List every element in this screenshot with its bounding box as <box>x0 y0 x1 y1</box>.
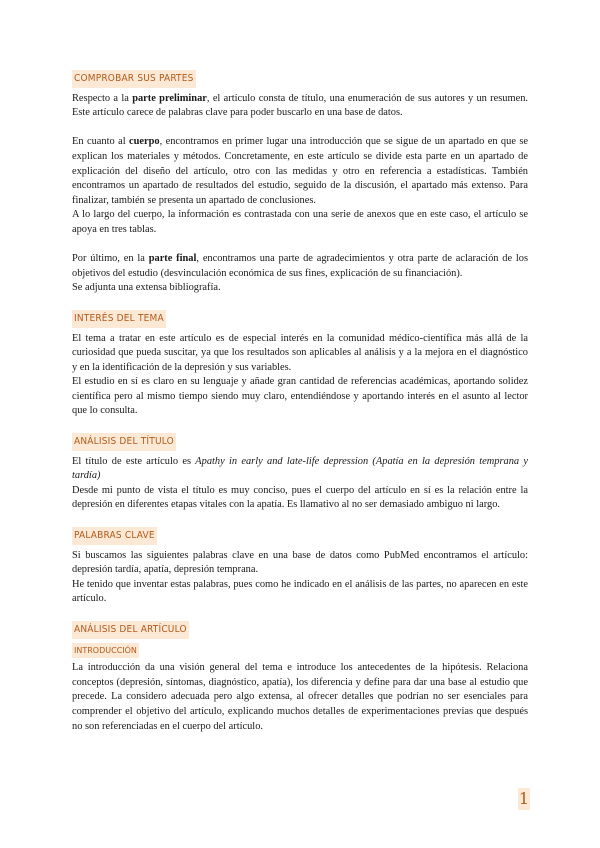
section-heading-interes: INTERÉS DEL TEMA <box>72 310 166 328</box>
text: , encontramos una parte de agradecimientos y otra parte de aclaración de los objetivos del estudio (desvinculación económica de sus fines, explicación de su financiación). <box>72 253 529 279</box>
paragraph: Desde mi punto de vista el título es muy conciso, pues el cuerpo del artículo en sí es la relación entre la depresión en diferentes etapas vitales con la apatía. Es llamativo al no ser demasiado ambiguo ni largo. <box>72 484 528 511</box>
text: El título de este artículo es <box>72 455 196 467</box>
bold-text: parte final <box>148 253 197 265</box>
document-page <box>72 70 528 734</box>
paragraph <box>72 252 528 281</box>
paragraph: El estudio en sí es claro en su lenguaje y añade gran cantidad de referencias académicas, aportando solidez científica pero al mismo tiempo siendo muy claro, entendiéndose y aportando interés en el asunto al lector que lo consulta. <box>72 376 528 417</box>
paragraph <box>72 455 528 484</box>
section-heading-articulo: ANÁLISIS DEL ARTÍCULO <box>72 621 189 639</box>
text: Por último, en la <box>72 253 149 265</box>
paragraph: La introducción da una visión general del tema e introduce los antecedentes de la hipótesis. Relaciona conceptos (depresión, síntomas, diagnóstico, apatía), los diferencia y define para dar una base al estudio que precede. La considero adecuada pero algo extensa, al ofrecer detalles que podrían no ser esenciales para comprender el objetivo del artículo, explicando muchos detalles de experimentaciones previas que después no son referenciadas en el cuerpo del artículo. <box>72 662 528 732</box>
section-heading-palabras: PALABRAS CLAVE <box>72 527 157 545</box>
text: , encontramos en primer lugar una introducción que se sigue de un apartado en que se explican los materiales y métodos. Concretamente, en este artículo se divide esta parte en un apartado de explicación del diseño del artículo, otro con las medidas y otro en referencia a estadísticas. También encontramos un apartado de resultados del estudio, seguido de la discusión, el apartado más extenso. Para finalizar, también se presenta un apartado de conclusiones. <box>72 136 529 206</box>
page-number: 1 <box>518 789 530 808</box>
section-heading-partes: COMPROBAR SUS PARTES <box>72 70 196 88</box>
paragraph <box>72 92 528 121</box>
paragraph: He tenido que inventar estas palabras, pues como he indicado en el análisis de las partes, no aparecen en este artículo. <box>72 578 528 605</box>
paragraph: A lo largo del cuerpo, la información es contrastada con una serie de anexos que en este caso, el artículo se apoya en tres tablas. <box>72 209 528 235</box>
italic-title: Apathy in early and late-life depression (Apatía en la depresión temprana y tardía) <box>72 455 528 482</box>
text: , el artículo consta de título, una enumeración de sus autores y un resumen. Este artículo carece de palabras clave para poder buscarlo en una base de datos. <box>72 92 528 119</box>
paragraph: El tema a tratar en este artículo es de especial interés en la comunidad médico-científica más allá de la curiosidad que pueda suscitar, ya que los resultados son aplicables al análisis y a la mejora en el diagnóstico y en la identificación de la depresión y sus variables. <box>72 332 528 373</box>
subheading-introduccion: INTRODUCCIÓN <box>72 643 139 659</box>
section-heading-titulo: ANÁLISIS DEL TÍTULO <box>72 433 176 451</box>
paragraph: Si buscamos las siguientes palabras clave en una base de datos como PubMed encontramos el artículo: depresión tardía, apatía, depresión temprana. <box>72 549 528 576</box>
bold-text: cuerpo <box>129 136 160 148</box>
paragraph <box>72 135 528 208</box>
bold-text: parte preliminar <box>132 92 207 104</box>
text: Respecto a la <box>72 92 133 104</box>
text: En cuanto al <box>72 136 130 148</box>
paragraph: Se adjunta una extensa bibliografía. <box>72 282 221 294</box>
